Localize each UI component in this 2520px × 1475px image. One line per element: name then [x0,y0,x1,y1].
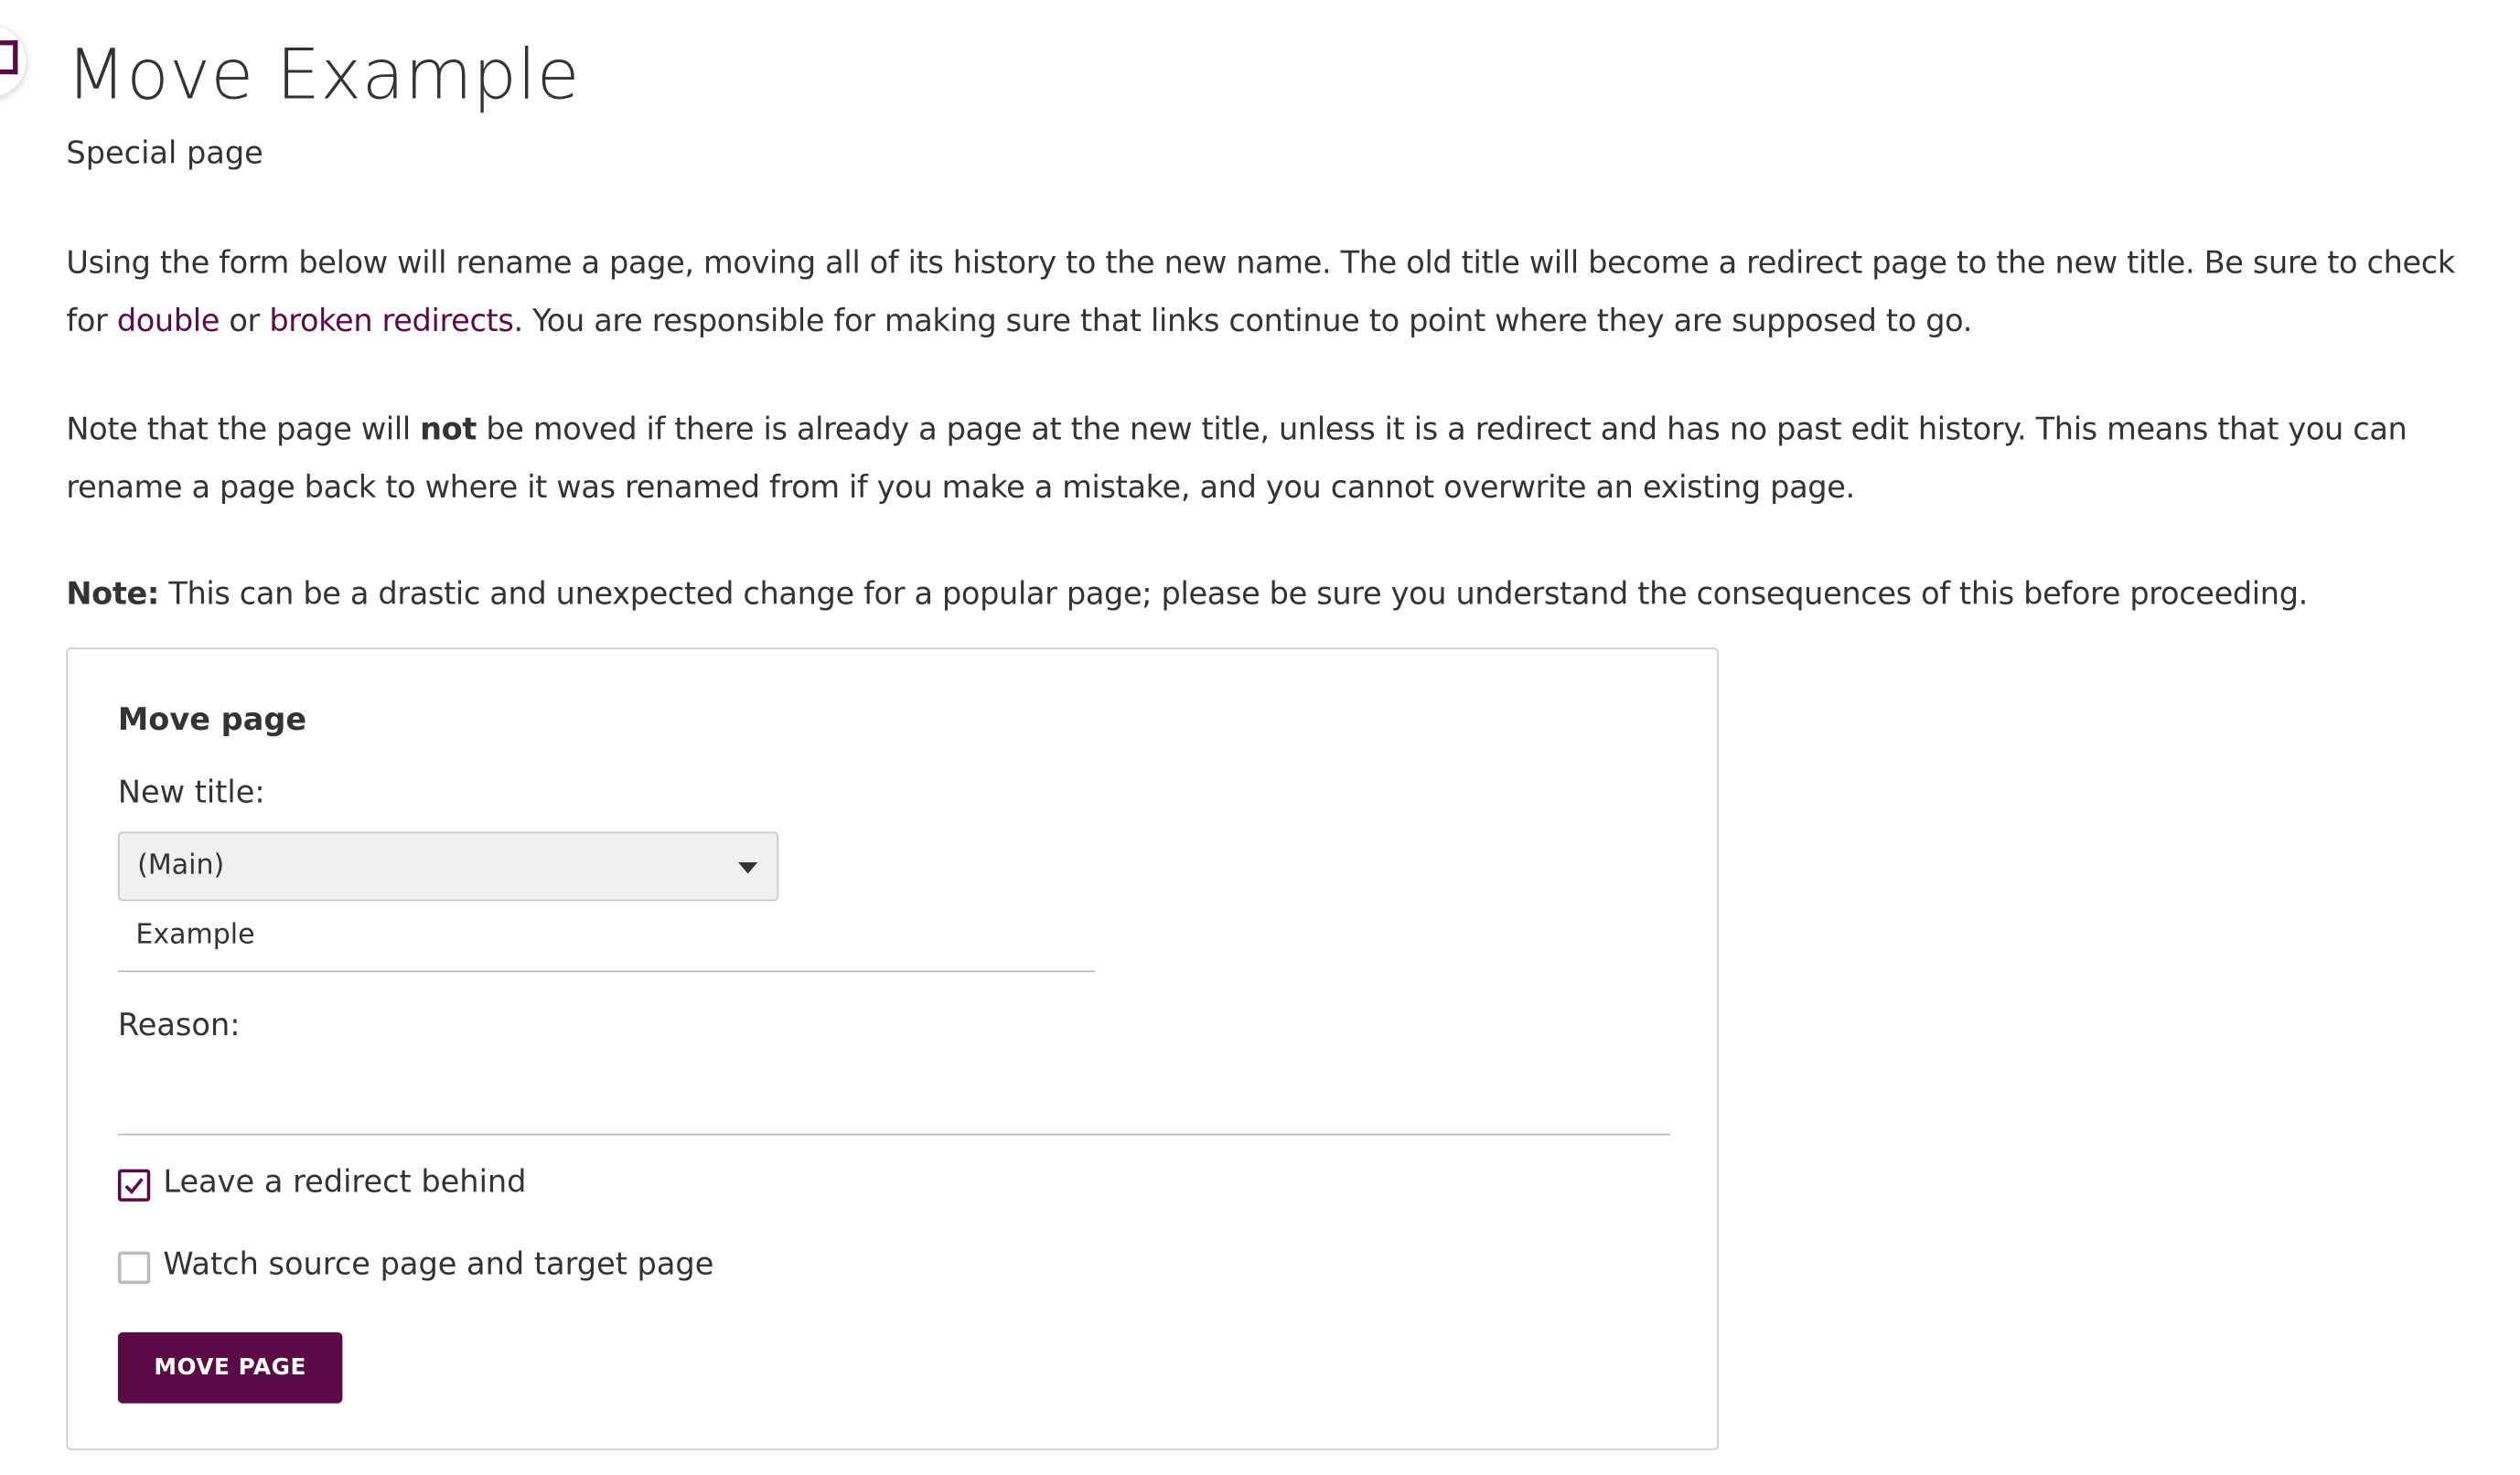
intro-paragraph-2 [66,401,2489,517]
intro-text: be moved if there is already a page at the new title, unless it is a redirect and has no past edit history. This means that you can rename a page back to where it was renamed from if you make a mistake, and you cannot overwrite an existing page. [66,412,2407,506]
intro-text: Using the form below will rename a page, moving all of its history to the new name. The old title will become a redirect page to the new title. Be sure to check for [66,245,2455,339]
reason-input[interactable] [118,1061,1670,1135]
move-page-button[interactable]: MOVE PAGE [118,1332,342,1404]
leave-redirect-label: Leave a redirect behind [163,1164,527,1201]
new-title-value: Example [135,918,255,952]
form-heading: Move page [117,702,307,739]
watch-pages-label: Watch source page and target page [163,1246,714,1283]
watch-pages-checkbox[interactable] [118,1252,150,1284]
note-label: Note: [66,576,160,613]
sidebar-toggle-tab[interactable] [0,26,26,97]
emphasis-not: not [420,412,477,448]
sidebar-toggle-icon [0,40,17,74]
namespace-selected-value: (Main) [137,849,225,882]
intro-text: This can be a drastic and unexpected change for a popular page; please be sure you understand the consequences of this before proceeding. [159,576,2308,613]
intro-text: Note that the page will [66,412,421,448]
reason-label: Reason: [117,1007,241,1043]
page-subtitle: Special page [66,135,263,172]
move-page-form [66,647,1719,1450]
new-title-input[interactable] [118,904,1095,972]
broken-redirects-link[interactable]: broken redirects [269,304,514,339]
new-title-label: New title: [117,775,265,811]
intro-paragraph-3 [66,565,2489,624]
checkmark-icon [123,1174,145,1197]
intro-text: or [220,304,270,339]
double-redirects-link[interactable]: double [116,304,220,339]
leave-redirect-checkbox[interactable] [118,1170,150,1202]
page-title: Move Example [66,35,580,117]
intro-paragraph-1 [66,234,2489,350]
namespace-select[interactable] [118,831,778,901]
intro-text: . You are responsible for making sure that links continue to point where they are supposed to go. [513,304,1973,339]
chevron-down-icon [738,862,757,873]
